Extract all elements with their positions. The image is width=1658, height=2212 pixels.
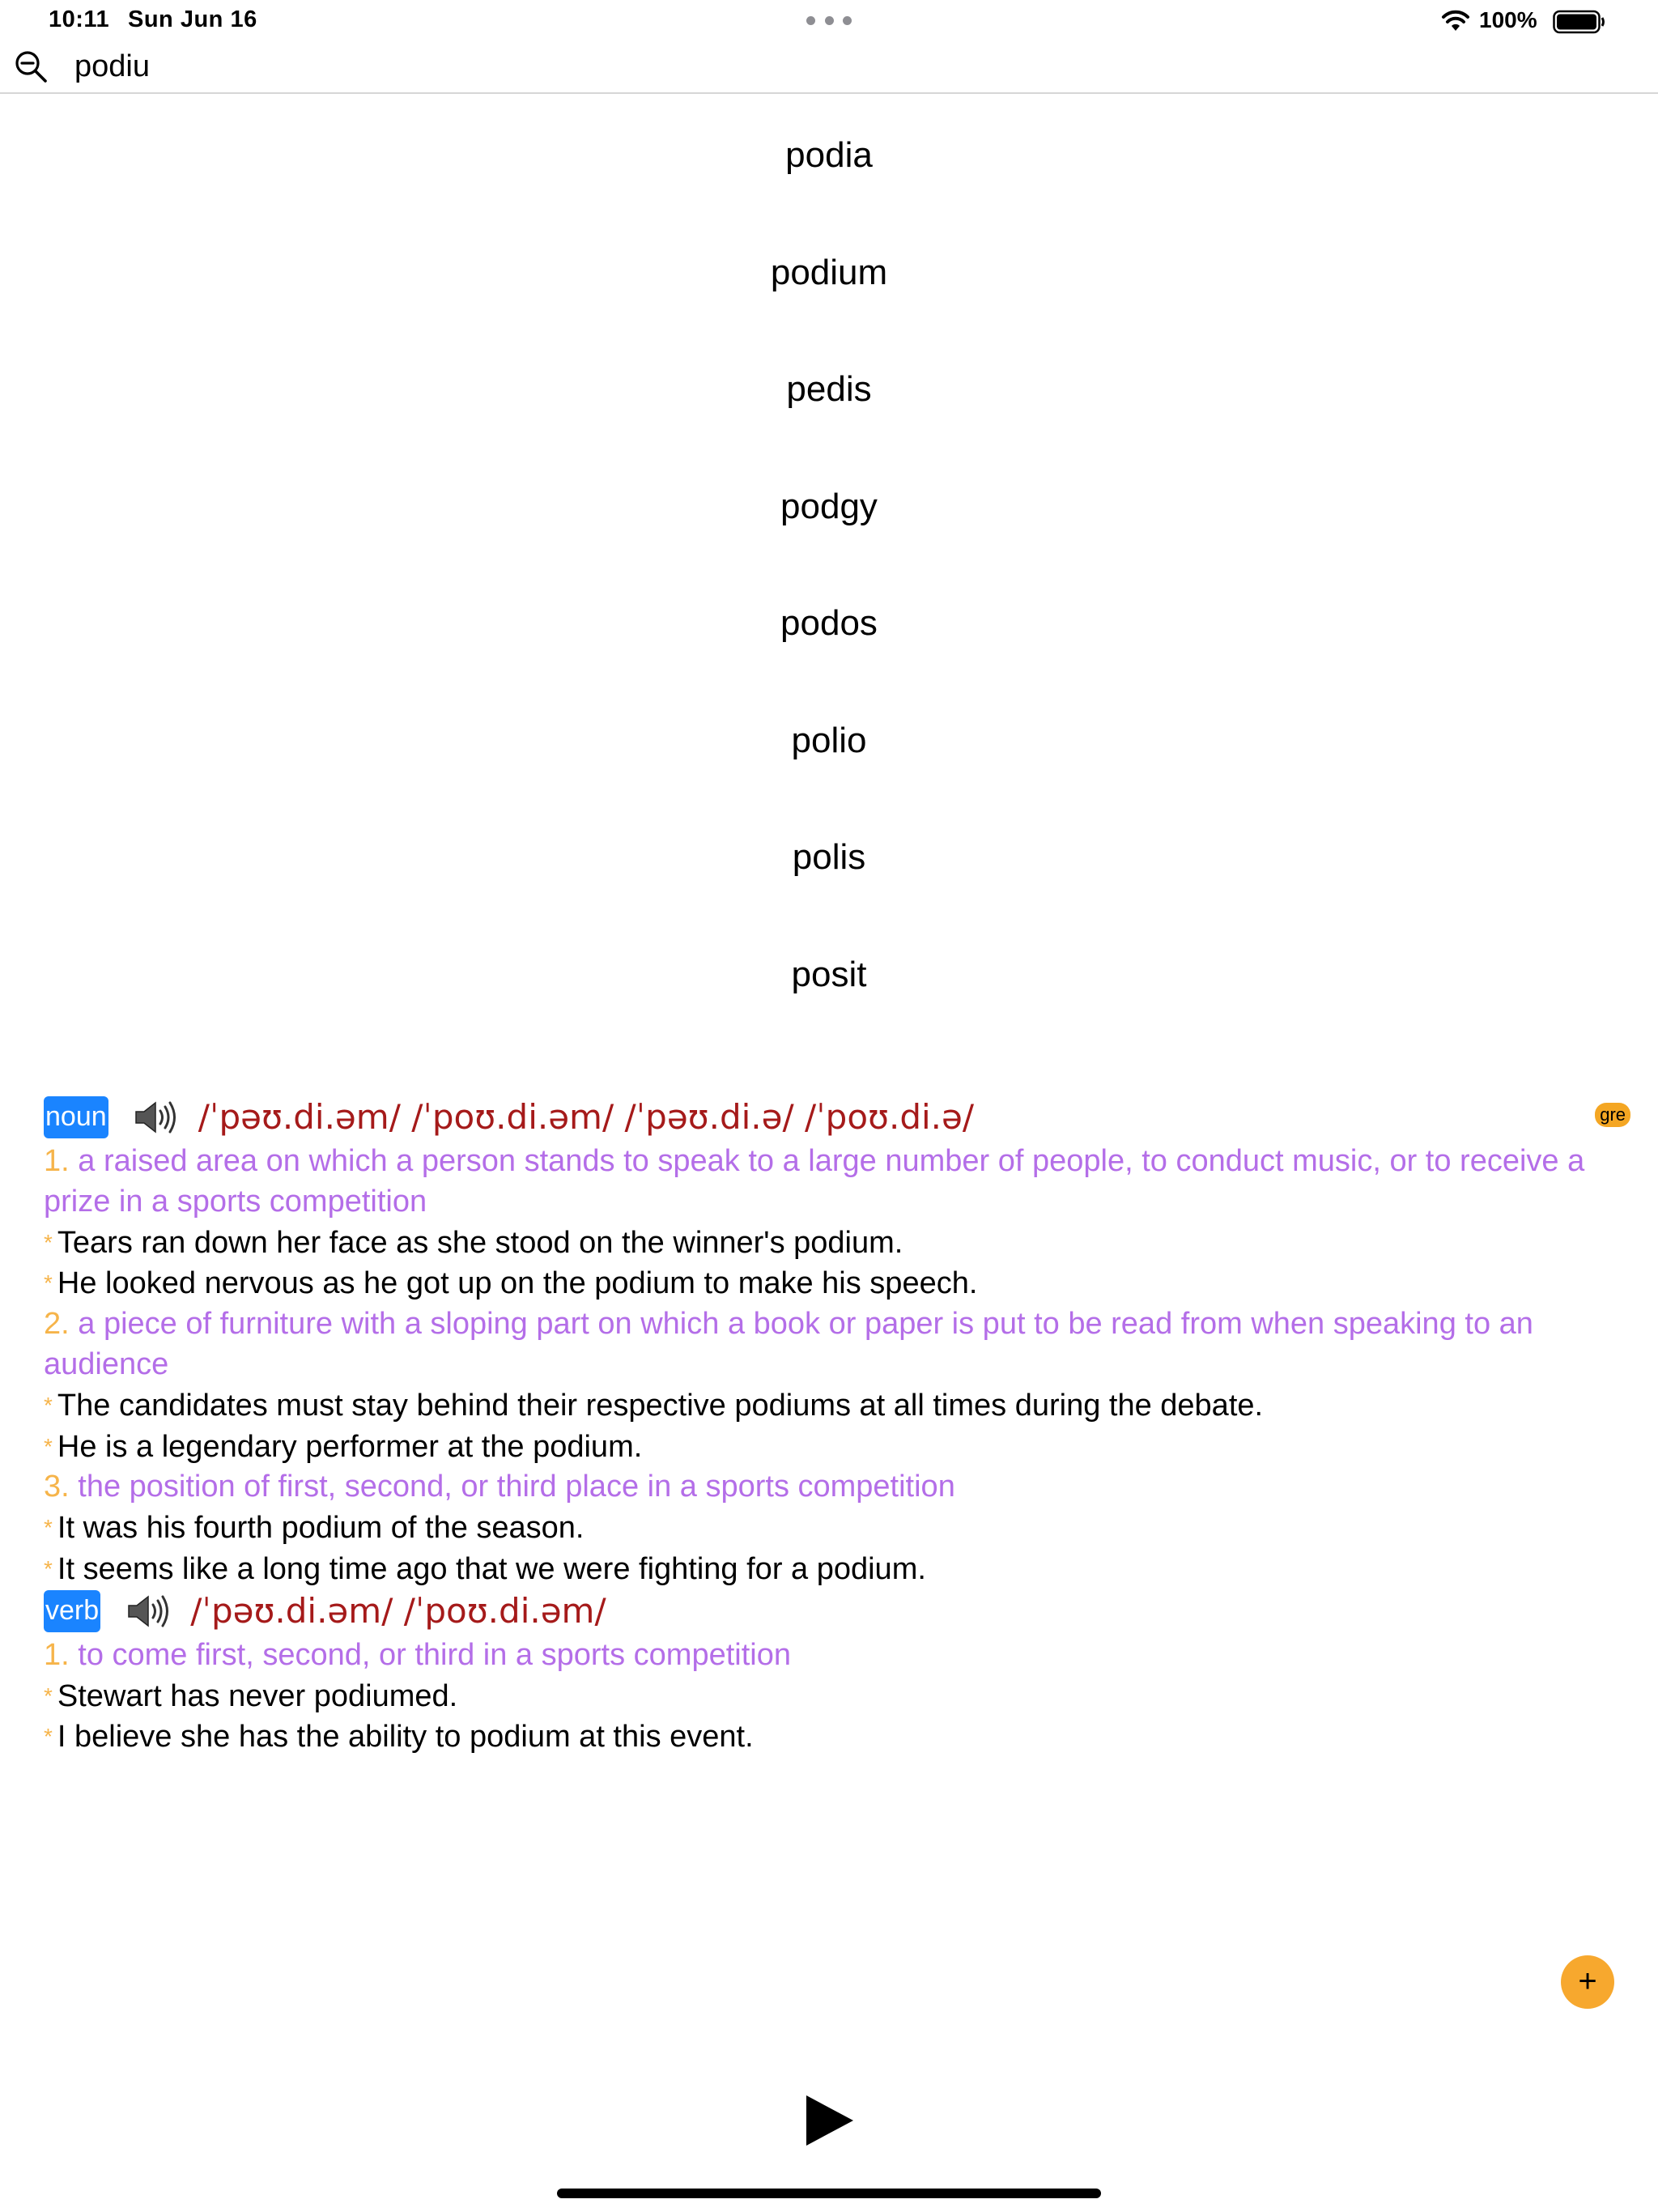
example-sentence (44, 1716, 1630, 1758)
pos-badge-verb: verb (44, 1590, 100, 1632)
example-sentence (44, 1508, 1630, 1549)
sense-definition (44, 1636, 1630, 1676)
pronunciation: /ˈpəʊ.di.əm/ /ˈpoʊ.di.əm/ /ˈpəʊ.di.ə/ /ˈpoʊ.di.ə/ (198, 1097, 974, 1138)
example-marker: * (44, 1270, 53, 1296)
speaker-icon[interactable] (125, 1593, 171, 1630)
status-date: Sun Jun 16 (128, 6, 257, 32)
zoom-out-icon[interactable] (13, 49, 49, 84)
example-marker: * (44, 1724, 53, 1750)
battery-percent: 100% (1479, 7, 1537, 32)
sense-number: 1. (44, 1144, 70, 1178)
pronunciation: /ˈpəʊ.di.əm/ /ˈpoʊ.di.əm/ (190, 1590, 606, 1631)
example-marker: * (44, 1682, 53, 1708)
search-input[interactable] (74, 45, 1370, 87)
example-text: It seems like a long time ago that we were fighting for a podium. (57, 1551, 926, 1586)
sense-definition (44, 1467, 1630, 1508)
sense-definition (44, 1304, 1630, 1385)
suggestion-item[interactable]: podium (770, 252, 888, 292)
multitasking-dots-icon[interactable] (806, 16, 852, 26)
suggestion-item[interactable]: polio (791, 720, 867, 760)
status-bar (0, 0, 1658, 42)
sense-definition (44, 1142, 1630, 1223)
add-button[interactable]: + (1561, 1955, 1614, 2009)
suggestion-item[interactable]: podos (780, 603, 878, 644)
home-indicator[interactable] (557, 2189, 1101, 2198)
gre-tag-badge: gre (1595, 1103, 1630, 1127)
battery-icon (1553, 10, 1606, 34)
sense-number: 3. (44, 1470, 70, 1504)
example-marker: * (44, 1229, 53, 1255)
example-text: I believe she has the ability to podium at this event. (57, 1720, 754, 1755)
example-marker: * (44, 1392, 53, 1418)
wifi-icon (1441, 10, 1470, 32)
sense-text: a raised area on which a person stands to speak to a large number of people, to conduct music, or to receive a prize in a sports competition (44, 1144, 1585, 1219)
example-text: He is a legendary performer at the podium. (57, 1429, 643, 1464)
example-text: The candidates must stay behind their respective podiums at all times during the debate. (57, 1388, 1264, 1423)
suggestion-list (0, 97, 1658, 1033)
status-time: 10:11 (49, 6, 110, 32)
search-bar (0, 42, 1658, 94)
sense-number: 2. (44, 1307, 70, 1342)
example-sentence (44, 1676, 1630, 1717)
example-text: Tears ran down her face as she stood on the winner's podium. (57, 1225, 903, 1260)
example-sentence (44, 1427, 1630, 1468)
suggestion-item[interactable]: polis (792, 837, 866, 878)
sense-text: the position of first, second, or third place in a sports competition (78, 1470, 955, 1504)
example-text: Stewart has never podiumed. (57, 1678, 458, 1713)
example-sentence (44, 1263, 1630, 1304)
example-text: It was his fourth podium of the season. (57, 1511, 585, 1546)
noun-header (44, 1096, 1630, 1142)
definition-panel (44, 1096, 1630, 1758)
example-text: He looked nervous as he got up on the podium to make his speech. (57, 1266, 978, 1301)
suggestion-item[interactable]: podgy (780, 486, 878, 526)
sense-number: 1. (44, 1637, 70, 1672)
example-marker: * (44, 1433, 53, 1459)
example-sentence (44, 1223, 1630, 1264)
suggestion-item[interactable]: pedis (786, 369, 872, 410)
sense-text: to come first, second, or third in a sports competition (78, 1637, 791, 1672)
example-sentence (44, 1385, 1630, 1427)
speaker-icon[interactable] (133, 1099, 178, 1136)
sense-text: a piece of furniture with a sloping part on which a book or paper is put to be read from when speaking to an audience (44, 1307, 1533, 1381)
suggestion-item[interactable]: podia (785, 135, 873, 176)
pos-badge-noun: noun (44, 1096, 108, 1138)
example-sentence (44, 1549, 1630, 1590)
play-icon[interactable] (803, 2092, 857, 2149)
example-marker: * (44, 1555, 53, 1581)
example-marker: * (44, 1515, 53, 1541)
verb-header (44, 1590, 1630, 1636)
suggestion-item[interactable]: posit (791, 954, 867, 994)
